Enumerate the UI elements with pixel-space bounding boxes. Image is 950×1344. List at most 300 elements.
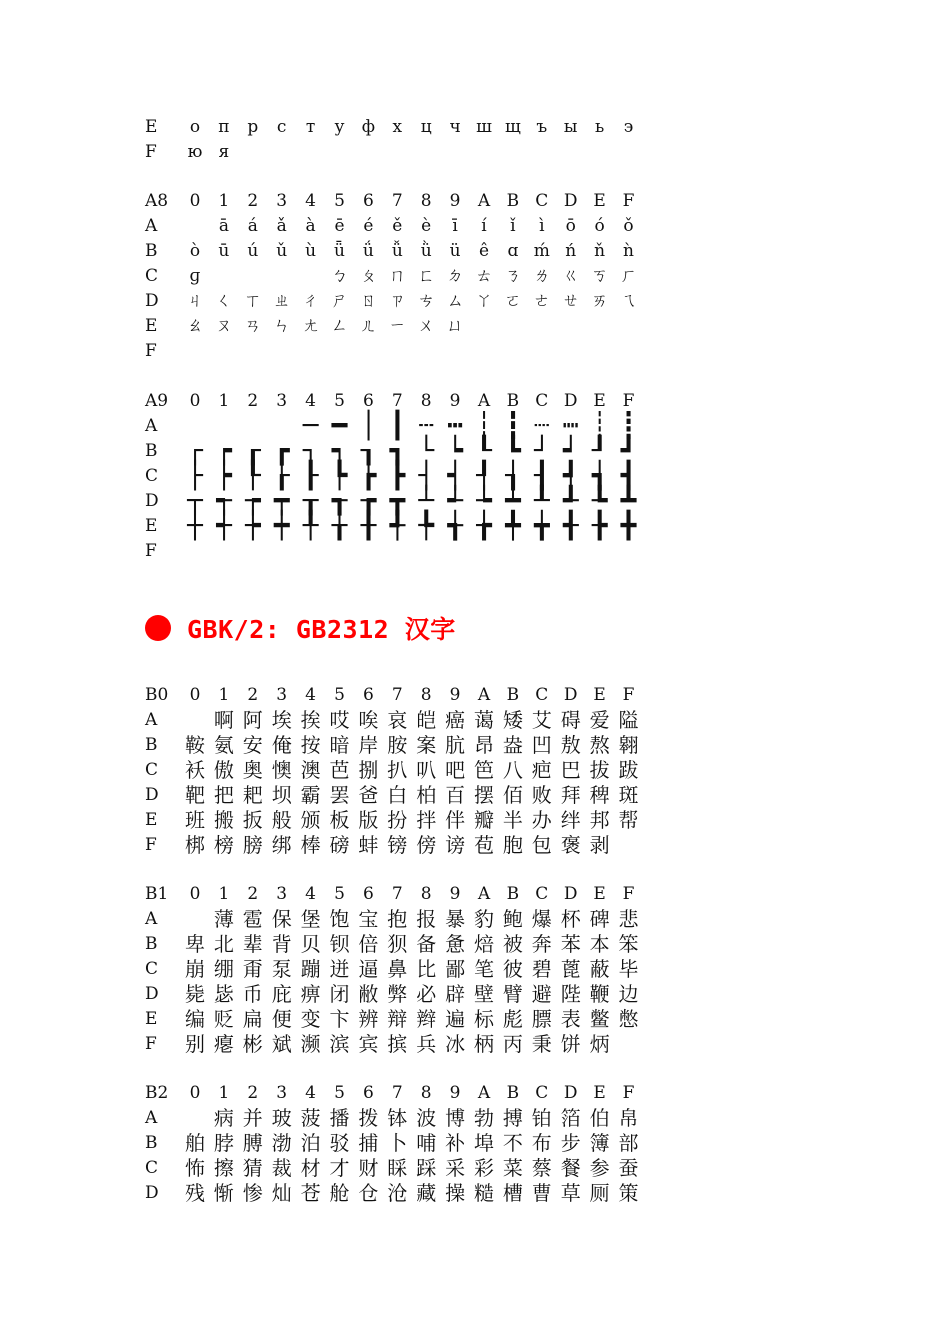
- table-cell: 斑: [618, 783, 639, 807]
- table-cell: 臂: [502, 982, 523, 1006]
- table-cell: 4: [305, 1083, 316, 1103]
- table-code: B1: [145, 884, 169, 904]
- table-cell: ─: [302, 411, 319, 441]
- table-cell: 矮: [502, 708, 523, 732]
- table-cell: ǜ: [420, 241, 432, 261]
- table-cell: ┅: [447, 411, 463, 441]
- table-cell: 濒: [300, 1032, 321, 1056]
- table-cell: 爆: [531, 907, 552, 931]
- table-cell: 别: [185, 1032, 205, 1056]
- table-cell: я: [218, 142, 230, 162]
- table-cell: ━: [331, 411, 348, 441]
- table-cell: ó: [594, 216, 605, 236]
- table-cell: 5: [334, 685, 345, 705]
- table-cell: 1: [218, 391, 230, 411]
- table-cell: ┛: [620, 436, 637, 466]
- table-cell: 傍: [416, 833, 437, 857]
- row-label: F: [145, 341, 157, 361]
- table-cell: 猜: [242, 1156, 263, 1180]
- table-cell: 敖: [560, 733, 581, 757]
- table-cell: ┴: [418, 486, 435, 516]
- table-cell: 岸: [358, 733, 379, 757]
- table-cell: 彩: [474, 1156, 494, 1180]
- table-cell: ḿ: [533, 241, 550, 261]
- table-cell: 杯: [560, 907, 581, 931]
- table-cell: 雹: [242, 907, 263, 931]
- table-cell: 灿: [271, 1181, 292, 1205]
- table-cell: ┹: [562, 486, 579, 516]
- table-cell: ㄤ: [302, 316, 320, 336]
- table-cell: 办: [531, 808, 552, 832]
- table-cell: ┾: [244, 511, 261, 541]
- table-cell: ╄: [418, 511, 435, 541]
- table-cell: 遍: [445, 1007, 466, 1031]
- table-cell: 崩: [185, 957, 205, 981]
- table-cell: é: [363, 216, 374, 236]
- table-cell: ┽: [216, 511, 232, 541]
- table-cell: ┺: [591, 486, 608, 516]
- table-cell: 菠: [300, 1106, 321, 1130]
- table-cell: 布: [531, 1131, 552, 1155]
- table-cell: 8: [420, 685, 432, 705]
- table-cell: 扮: [387, 808, 408, 832]
- table-cell: ┚: [591, 436, 608, 466]
- table-cell: 摆: [474, 783, 494, 807]
- table-cell: 操: [445, 1181, 466, 1205]
- table-cell: 堡: [300, 907, 321, 931]
- table-cell: 剥: [589, 833, 610, 857]
- table-cell: C: [535, 391, 549, 411]
- table-cell: 7: [391, 1083, 403, 1103]
- table-cell: ┿: [273, 511, 290, 541]
- table-cell: 膊: [242, 1131, 263, 1155]
- table-code: B0: [145, 685, 169, 705]
- table-cell: ┝: [216, 461, 232, 491]
- row-label: B: [145, 1133, 158, 1153]
- table-cell: 盎: [502, 733, 523, 757]
- table-cell: ㄊ: [475, 266, 493, 286]
- table-cell: 7: [391, 884, 403, 904]
- table-cell: 昂: [474, 733, 494, 757]
- table-cell: 0: [189, 685, 201, 705]
- table-cell: 1: [218, 1083, 230, 1103]
- table-cell: 玻: [271, 1106, 292, 1130]
- row-label: E: [145, 810, 158, 830]
- table-cell: 彼: [502, 957, 523, 981]
- table-cell: ㄏ: [620, 266, 637, 286]
- table-cell: ъ: [536, 117, 548, 137]
- table-cell: 辟: [445, 982, 466, 1006]
- table-cell: 俺: [271, 733, 292, 757]
- table-cell: 6: [362, 884, 374, 904]
- table-cell: á: [247, 216, 258, 236]
- table-cell: 拔: [589, 758, 610, 782]
- table-cell: ㄌ: [533, 266, 551, 286]
- table-cell: ┼: [187, 511, 203, 541]
- table-cell: ┖: [476, 436, 492, 466]
- row-label: C: [145, 959, 159, 979]
- table-cell: ú: [247, 241, 259, 261]
- table-cell: 4: [305, 884, 316, 904]
- table-cell: F: [622, 685, 635, 705]
- table-cell: т: [305, 117, 316, 137]
- table-cell: 毖: [213, 982, 234, 1006]
- row-label: C: [145, 266, 159, 286]
- row-label: E: [145, 117, 158, 137]
- table-cell: 憋: [618, 1007, 639, 1031]
- row-label: D: [145, 291, 159, 311]
- table-cell: 钡: [329, 932, 350, 956]
- table-cell: ┑: [331, 436, 348, 466]
- table-cell: ü: [449, 241, 461, 261]
- table-cell: ō: [565, 216, 576, 236]
- table-cell: ┎: [244, 436, 261, 466]
- table-cell: 2: [247, 391, 259, 411]
- table-cell: 2: [247, 1083, 259, 1103]
- table-cell: 病: [213, 1106, 234, 1130]
- table-cell: ┣: [389, 461, 406, 491]
- table-cell: 柄: [474, 1032, 494, 1056]
- table-cell: ㄣ: [273, 316, 291, 336]
- table-cell: ф: [361, 117, 376, 137]
- table-cell: 八: [502, 758, 523, 782]
- table-cell: 把: [213, 783, 234, 807]
- table-cell: E: [593, 391, 606, 411]
- table-cell: 安: [242, 733, 263, 757]
- table-cell: ┒: [360, 436, 377, 466]
- table-cell: 哺: [416, 1131, 437, 1155]
- table-cell: 捌: [358, 758, 379, 782]
- table-cell: ㄞ: [591, 291, 609, 311]
- table-cell: 编: [185, 1007, 205, 1031]
- table-cell: 傲: [213, 758, 234, 782]
- table-cell: F: [622, 884, 635, 904]
- table-cell: 勃: [474, 1106, 494, 1130]
- row-label: B: [145, 735, 158, 755]
- table-cell: ┕: [447, 436, 463, 466]
- section-title: GBK/2: GB2312 汉字: [187, 615, 456, 644]
- row-label: C: [145, 1158, 159, 1178]
- table-cell: 怖: [185, 1156, 205, 1180]
- table-cell: ┨: [533, 461, 550, 491]
- table-cell: 苍: [300, 1181, 321, 1205]
- table-cell: ǎ: [276, 216, 287, 236]
- table-cell: 爱: [589, 708, 610, 732]
- table-cell: D: [563, 1083, 578, 1103]
- table-cell: 唉: [358, 708, 379, 732]
- table-cell: ┏: [273, 436, 290, 466]
- table-cell: 2: [247, 884, 259, 904]
- table-cell: 扁: [242, 1007, 263, 1031]
- table-cell: 8: [420, 1083, 432, 1103]
- table-cell: 扳: [242, 808, 263, 832]
- table-cell: C: [535, 884, 549, 904]
- table-cell: ē: [334, 216, 345, 236]
- table-cell: 舶: [185, 1131, 205, 1155]
- table-cell: ǚ: [391, 241, 403, 261]
- table-cell: 绊: [560, 808, 581, 832]
- table-cell: ь: [594, 117, 605, 137]
- table-cell: 按: [300, 733, 321, 757]
- table-cell: 驳: [329, 1131, 350, 1155]
- table-cell: 庇: [271, 982, 292, 1006]
- table-cell: A: [477, 391, 491, 411]
- table-cell: ㄑ: [215, 291, 233, 311]
- table-cell: 倍: [358, 932, 379, 956]
- table-cell: ч: [449, 117, 461, 137]
- table-cell: ┓: [389, 436, 406, 466]
- table-cell: ╂: [360, 511, 377, 541]
- table-cell: 敝: [358, 982, 379, 1006]
- table-cell: 毙: [185, 982, 205, 1006]
- table-cell: 瘪: [213, 1032, 234, 1056]
- table-cell: 5: [334, 884, 345, 904]
- table-cell: ┗: [505, 436, 521, 466]
- row-label: D: [145, 785, 159, 805]
- table-cell: 糙: [474, 1181, 494, 1205]
- table-cell: 1: [218, 191, 230, 211]
- table-cell: 餐: [560, 1156, 581, 1180]
- table-cell: 2: [247, 685, 259, 705]
- table-cell: B: [506, 1083, 520, 1103]
- table-cell: 财: [358, 1156, 379, 1180]
- table-cell: 狈: [387, 932, 408, 956]
- table-cell: 4: [305, 391, 316, 411]
- table-cell: ┍: [216, 436, 232, 466]
- table-cell: ┪: [591, 461, 608, 491]
- table-cell: 饼: [560, 1032, 581, 1056]
- table-cell: A: [477, 685, 491, 705]
- table-cell: 舱: [329, 1181, 350, 1205]
- table-cell: 叭: [416, 758, 437, 782]
- section-heading: [145, 608, 456, 648]
- table-cell: 邦: [589, 808, 610, 832]
- table-cell: í: [481, 216, 487, 236]
- table-cell: ш: [476, 117, 492, 137]
- table-cell: 扒: [387, 758, 408, 782]
- row-label: B: [145, 934, 158, 954]
- table-cell: 3: [276, 391, 288, 411]
- table-cell: 镑: [387, 833, 408, 857]
- table-cell: ┩: [562, 461, 579, 491]
- table-cell: ㄆ: [359, 266, 377, 286]
- table-cell: E: [593, 884, 606, 904]
- table-cell: ū: [218, 241, 230, 261]
- table-cell: └: [418, 436, 435, 466]
- row-label: A: [145, 216, 158, 236]
- table-cell: 奥: [242, 758, 263, 782]
- table-cell: ┤: [418, 461, 435, 491]
- table-code: B2: [145, 1083, 169, 1103]
- table-cell: 卑: [185, 932, 205, 956]
- table-cell: ┠: [302, 461, 319, 491]
- table-cell: ㄧ: [388, 316, 406, 336]
- table-cell: ╃: [389, 511, 406, 541]
- table-cell: 睬: [387, 1156, 408, 1180]
- table-cell: 疤: [531, 758, 552, 782]
- table-cell: 拜: [560, 783, 581, 807]
- table-cell: ┄: [418, 411, 435, 441]
- table-cell: о: [189, 117, 201, 137]
- table-cell: 比: [416, 957, 437, 981]
- table-cell: à: [305, 216, 316, 236]
- table-cell: 贝: [300, 932, 321, 956]
- table-cell: 翱: [618, 733, 639, 757]
- table-cell: 蚌: [358, 833, 379, 857]
- table-cell: 辩: [387, 1007, 408, 1031]
- table-cell: 拨: [358, 1106, 379, 1130]
- table-cell: ╁: [331, 511, 348, 541]
- table-cell: ┸: [533, 486, 550, 516]
- table-cell: C: [535, 685, 549, 705]
- table-cell: ㄗ: [388, 291, 406, 311]
- table-cell: ╇: [505, 511, 521, 541]
- table-cell: 部: [618, 1131, 639, 1155]
- table-cell: 巴: [560, 758, 581, 782]
- table-cell: ㄓ: [273, 291, 291, 311]
- table-cell: ě: [392, 216, 403, 236]
- table-cell: 蔼: [474, 708, 494, 732]
- table-cell: 6: [362, 1083, 374, 1103]
- table-cell: 策: [618, 1181, 639, 1205]
- table-cell: 保: [271, 907, 292, 931]
- table-cell: F: [622, 191, 635, 211]
- table-cell: 丙: [502, 1032, 523, 1056]
- table-cell: ┫: [620, 461, 637, 491]
- table-cell: с: [276, 117, 287, 137]
- table-cell: ㄕ: [331, 291, 348, 311]
- table-cell: 报: [416, 907, 437, 931]
- table-cell: B: [506, 391, 520, 411]
- table-cell: р: [247, 117, 259, 137]
- table-cell: ┡: [331, 461, 348, 491]
- table-cell: 草: [560, 1181, 581, 1205]
- table-cell: 鼻: [387, 957, 408, 981]
- table-cell: 稗: [589, 783, 610, 807]
- table-cell: 5: [334, 1083, 345, 1103]
- table-cell: è: [421, 216, 432, 236]
- table-cell: ㄖ: [359, 291, 377, 311]
- table-cell: 抱: [387, 907, 408, 931]
- table-cell: 7: [391, 191, 403, 211]
- table-cell: 棒: [300, 833, 321, 857]
- table-cell: 1: [218, 884, 230, 904]
- table-cell: 埠: [474, 1131, 494, 1155]
- table-cell: 柏: [416, 783, 437, 807]
- table-cell: 博: [445, 1106, 466, 1130]
- table-cell: 胺: [387, 733, 408, 757]
- table-cell: ┆: [476, 411, 492, 441]
- table-cell: 案: [416, 733, 437, 757]
- table-cell: ╊: [591, 511, 608, 541]
- table-cell: 箔: [560, 1106, 581, 1130]
- table-cell: ň: [594, 241, 606, 261]
- table-cell: 碑: [589, 907, 610, 931]
- table-cell: 搏: [502, 1106, 523, 1130]
- table-cell: 熬: [589, 733, 610, 757]
- table-cell: 参: [589, 1156, 610, 1180]
- table-cell: 脖: [213, 1131, 234, 1155]
- table-cell: 帛: [618, 1106, 639, 1130]
- table-cell: 9: [449, 884, 461, 904]
- table-cell: 梆: [185, 833, 205, 857]
- table-cell: ā: [218, 216, 229, 236]
- table-cell: 炳: [589, 1032, 610, 1056]
- table-cell: 悲: [618, 907, 639, 931]
- table-cell: 肮: [445, 733, 466, 757]
- table-cell: х: [392, 117, 403, 137]
- table-cell: ┢: [360, 461, 377, 491]
- table-cell: ㄒ: [244, 291, 262, 311]
- table-cell: ㄠ: [186, 316, 204, 336]
- table-cell: ê: [478, 241, 490, 261]
- table-cell: ┌: [187, 436, 203, 466]
- table-cell: ㄇ: [388, 266, 406, 286]
- table-cell: 仓: [358, 1181, 379, 1205]
- table-cell: ┇: [505, 411, 521, 441]
- table-cell: 5: [334, 391, 345, 411]
- table-cell: 卜: [387, 1131, 408, 1155]
- table-cell: 泊: [300, 1131, 321, 1155]
- table-cell: ù: [305, 241, 317, 261]
- table-cell: 0: [189, 884, 201, 904]
- table-cell: ㄋ: [504, 266, 522, 286]
- table-cell: 秉: [531, 1032, 552, 1056]
- table-cell: 蔡: [531, 1156, 552, 1180]
- table-cell: ㄡ: [215, 316, 233, 336]
- table-cell: 6: [362, 191, 374, 211]
- table-cell: D: [563, 685, 578, 705]
- table-cell: 毕: [618, 957, 639, 981]
- table-cell: 摈: [387, 1032, 408, 1056]
- table-cell: ┞: [244, 461, 261, 491]
- table-cell: D: [563, 191, 578, 211]
- table-cell: ┈: [533, 411, 550, 441]
- table-cell: 逼: [358, 957, 379, 981]
- table-cell: ǖ: [334, 241, 345, 261]
- table-cell: 踩: [416, 1156, 437, 1180]
- table-cell: ㄩ: [446, 316, 464, 336]
- table-cell: 并: [242, 1106, 263, 1130]
- table-cell: A: [477, 191, 491, 211]
- table-cell: 班: [185, 808, 205, 832]
- table-cell: 般: [271, 808, 292, 832]
- table-cell: 澳: [300, 758, 321, 782]
- table-cell: 褒: [560, 833, 581, 857]
- table-cell: 6: [362, 391, 374, 411]
- table-cell: 波: [416, 1106, 437, 1130]
- table-cell: 辨: [358, 1007, 379, 1031]
- table-cell: ǹ: [623, 241, 634, 261]
- table-cell: 避: [531, 982, 552, 1006]
- table-cell: 采: [445, 1156, 466, 1180]
- table-cell: ╋: [620, 511, 637, 541]
- table-cell: ┯: [273, 486, 290, 516]
- table-cell: 泵: [271, 957, 292, 981]
- table-cell: ┱: [331, 486, 348, 516]
- table-cell: 阿: [242, 708, 263, 732]
- table-cell: 本: [589, 932, 610, 956]
- table-cell: 笆: [474, 758, 494, 782]
- table-cell: 凹: [531, 733, 552, 757]
- row-label: F: [145, 142, 157, 162]
- table-cell: 铂: [531, 1106, 552, 1130]
- table-cell: 焙: [474, 932, 494, 956]
- table-cell: 补: [445, 1131, 466, 1155]
- row-label: C: [145, 466, 159, 486]
- table-cell: ㄛ: [504, 291, 522, 311]
- row-label: A: [145, 1108, 158, 1128]
